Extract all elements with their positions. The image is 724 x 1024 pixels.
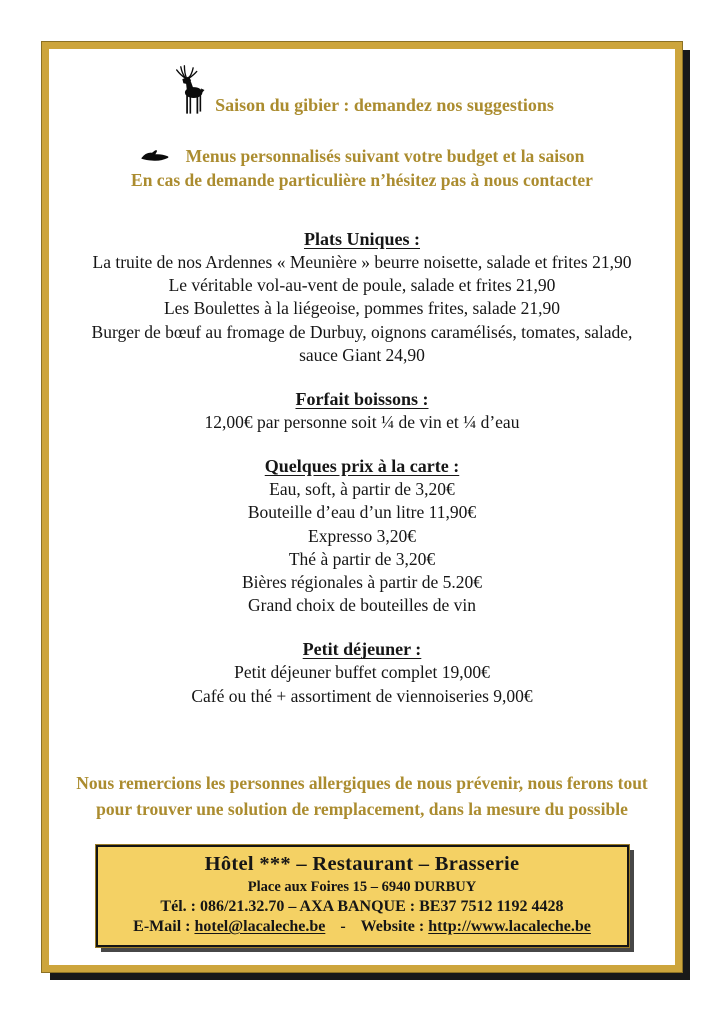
section-plats-uniques bbox=[49, 228, 675, 367]
section-heading: Petit déjeuner : bbox=[302, 639, 422, 660]
section-prix-a-la-carte bbox=[49, 455, 675, 617]
menus-row bbox=[49, 146, 675, 167]
hotel-phone-bank: Tél. : 086/21.32.70 – AXA BANQUE : BE37 7512 1192 4428 bbox=[160, 897, 564, 915]
website-link[interactable]: http://www.lacaleche.be bbox=[428, 917, 591, 935]
pointing-hand-icon bbox=[140, 149, 170, 164]
contact-text: En cas de demande particulière n’hésitez pas à nous contacter bbox=[131, 170, 593, 190]
menu-line: Le véritable vol-au-vent de poule, salade et frites 21,90 bbox=[168, 275, 556, 296]
menu-line: sauce Giant 24,90 bbox=[299, 344, 425, 365]
email-link[interactable]: hotel@lacaleche.be bbox=[194, 917, 326, 935]
contact-separator: - bbox=[340, 917, 346, 935]
menu-line: Burger de bœuf au fromage de Durbuy, oignons caramélisés, tomates, salade, bbox=[91, 321, 633, 342]
menu-line: La truite de nos Ardennes « Meunière » beurre noisette, salade et frites 21,90 bbox=[92, 252, 632, 272]
website-label: Website : bbox=[360, 917, 429, 935]
menu-page bbox=[42, 42, 682, 972]
menu-line: Bières régionales à partir de 5.20€ bbox=[241, 572, 483, 593]
menu-line: Petit déjeuner buffet complet 19,00€ bbox=[234, 662, 490, 683]
section-petit-dejeuner bbox=[49, 638, 675, 707]
menu-line: Eau, soft, à partir de 3,20€ bbox=[269, 479, 455, 500]
section-heading: Forfait boissons : bbox=[295, 389, 429, 410]
menu-line: Expresso 3,20€ bbox=[308, 525, 416, 546]
menu-line: Bouteille d’eau d’un litre 11,90€ bbox=[247, 502, 477, 523]
hotel-title: Hôtel *** – Restaurant – Brasserie bbox=[204, 852, 520, 875]
email-label: E-Mail : bbox=[133, 917, 195, 935]
section-heading: Quelques prix à la carte : bbox=[264, 456, 460, 477]
menu-line: Thé à partir de 3,20€ bbox=[288, 548, 436, 569]
allergy-line: pour trouver une solution de remplacement, dans la mesure du possible bbox=[96, 798, 628, 819]
menu-line: Café ou thé + assortiment de viennoiseries 9,00€ bbox=[191, 685, 533, 706]
allergy-notice bbox=[52, 770, 672, 822]
menu-line: 12,00€ par personne soit ¼ de vin et ¼ d’eau bbox=[204, 412, 520, 433]
hotel-contact-line bbox=[102, 918, 623, 936]
saison-row bbox=[49, 59, 675, 119]
allergy-line: Nous remercions les personnes allergiques de nous prévenir, nous ferons tout bbox=[76, 772, 648, 793]
hotel-address: Place aux Foires 15 – 6940 DURBUY bbox=[247, 878, 477, 895]
menu-line: Les Boulettes à la liégeoise, pommes frites, salade 21,90 bbox=[163, 298, 561, 319]
saison-text: Saison du gibier : demandez nos suggestions bbox=[215, 95, 554, 115]
deer-icon bbox=[170, 63, 206, 119]
hotel-info-box bbox=[96, 845, 629, 947]
menu-line: Grand choix de bouteilles de vin bbox=[248, 595, 476, 616]
menus-text: Menus personnalisés suivant votre budget et la saison bbox=[185, 146, 585, 166]
section-heading: Plats Uniques : bbox=[303, 229, 420, 249]
section-forfait-boissons bbox=[49, 388, 675, 434]
